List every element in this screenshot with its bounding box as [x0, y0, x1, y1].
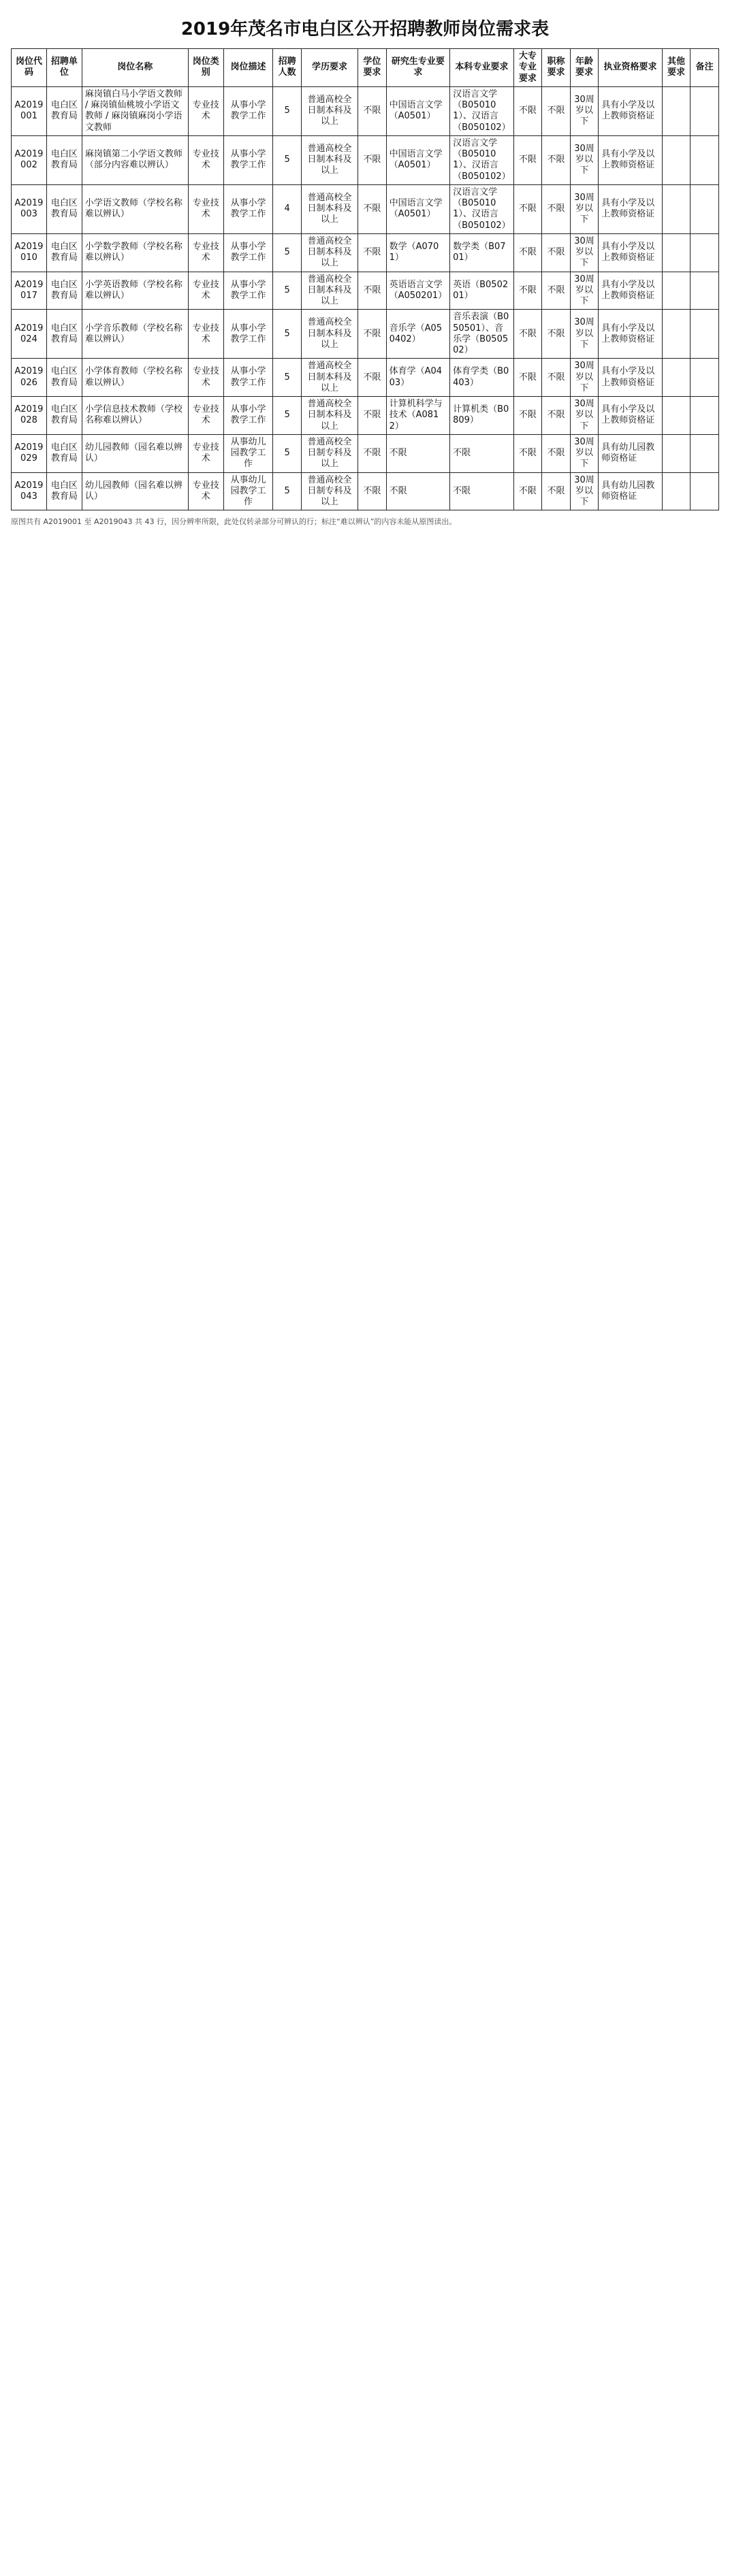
cell-col: 不限 — [513, 359, 542, 397]
document-page — [0, 0, 730, 538]
cell-desc: 从事小学教学工作 — [223, 397, 273, 435]
cell-remark — [691, 233, 719, 272]
table-row — [12, 359, 719, 397]
cell-title: 不限 — [542, 135, 571, 184]
cell-desc: 从事小学教学工作 — [223, 359, 273, 397]
cell-col: 不限 — [513, 434, 542, 472]
cell-bach: 英语（B050201） — [450, 272, 514, 310]
header-cell: 学位要求 — [358, 49, 387, 87]
cell-other — [662, 434, 691, 472]
cell-cat: 专业技术 — [188, 434, 223, 472]
cell-cat: 专业技术 — [188, 184, 223, 233]
cell-bach: 计算机类（B0809） — [450, 397, 514, 435]
table-header — [12, 49, 719, 87]
cell-degree: 不限 — [358, 135, 387, 184]
cell-remark — [691, 135, 719, 184]
cell-age: 30周岁以下 — [570, 233, 599, 272]
cell-unit: 电白区教育局 — [46, 434, 82, 472]
header-cell: 其他要求 — [662, 49, 691, 87]
table-body — [12, 86, 719, 510]
cell-code: A2019026 — [12, 359, 47, 397]
cell-bach: 汉语言文学（B050101）、汉语言（B050102） — [450, 135, 514, 184]
cell-code: A2019003 — [12, 184, 47, 233]
header-cell: 本科专业要求 — [450, 49, 514, 87]
header-cell: 备注 — [691, 49, 719, 87]
cell-other — [662, 359, 691, 397]
cell-title: 不限 — [542, 86, 571, 135]
cell-count: 5 — [273, 472, 302, 510]
cell-count: 5 — [273, 359, 302, 397]
cell-grad: 数学（A0701） — [386, 233, 450, 272]
cell-age: 30周岁以下 — [570, 310, 599, 359]
cell-position: 小学英语教师（学校名称难以辨认） — [82, 272, 188, 310]
cell-age: 30周岁以下 — [570, 184, 599, 233]
cell-edu: 普通高校全日制本科及以上 — [301, 233, 358, 272]
cell-unit: 电白区教育局 — [46, 359, 82, 397]
cell-bach: 汉语言文学（B050101）、汉语言（B050102） — [450, 86, 514, 135]
cell-cat: 专业技术 — [188, 397, 223, 435]
cell-position: 幼儿园教师（园名难以辨认） — [82, 434, 188, 472]
header-cell: 大专专业要求 — [513, 49, 542, 87]
cell-qual: 具有幼儿园教师资格证 — [599, 434, 663, 472]
cell-cat: 专业技术 — [188, 472, 223, 510]
cell-qual: 具有小学及以上教师资格证 — [599, 272, 663, 310]
cell-age: 30周岁以下 — [570, 359, 599, 397]
cell-other — [662, 310, 691, 359]
cell-qual: 具有幼儿园教师资格证 — [599, 472, 663, 510]
cell-desc: 从事小学教学工作 — [223, 310, 273, 359]
cell-desc: 从事小学教学工作 — [223, 135, 273, 184]
cell-other — [662, 86, 691, 135]
document-title: 2019年茂名市电白区公开招聘教师岗位需求表 — [180, 19, 550, 39]
cell-other — [662, 472, 691, 510]
cell-remark — [691, 472, 719, 510]
cell-desc: 从事幼儿园教学工作 — [223, 434, 273, 472]
header-cell: 执业资格要求 — [599, 49, 663, 87]
table-row — [12, 472, 719, 510]
cell-grad: 中国语言文学（A0501） — [386, 135, 450, 184]
header-cell: 岗位描述 — [223, 49, 273, 87]
cell-title: 不限 — [542, 434, 571, 472]
cell-count: 5 — [273, 86, 302, 135]
cell-degree: 不限 — [358, 233, 387, 272]
cell-edu: 普通高校全日制本科及以上 — [301, 184, 358, 233]
table-row — [12, 434, 719, 472]
cell-grad: 英语语言文学（A050201） — [386, 272, 450, 310]
cell-count: 5 — [273, 135, 302, 184]
cell-unit: 电白区教育局 — [46, 135, 82, 184]
cell-code: A2019024 — [12, 310, 47, 359]
cell-position: 麻岗镇第二小学语文教师（部分内容难以辨认） — [82, 135, 188, 184]
cell-age: 30周岁以下 — [570, 434, 599, 472]
cell-edu: 普通高校全日制本科及以上 — [301, 86, 358, 135]
cell-age: 30周岁以下 — [570, 397, 599, 435]
cell-other — [662, 233, 691, 272]
cell-cat: 专业技术 — [188, 359, 223, 397]
cell-bach: 数学类（B0701） — [450, 233, 514, 272]
cell-grad: 中国语言文学（A0501） — [386, 184, 450, 233]
cell-col: 不限 — [513, 397, 542, 435]
cell-code: A2019002 — [12, 135, 47, 184]
cell-age: 30周岁以下 — [570, 272, 599, 310]
cell-qual: 具有小学及以上教师资格证 — [599, 359, 663, 397]
cell-unit: 电白区教育局 — [46, 310, 82, 359]
table-row — [12, 233, 719, 272]
table-row — [12, 184, 719, 233]
header-cell: 研究生专业要求 — [386, 49, 450, 87]
header-row — [12, 49, 719, 87]
header-cell: 岗位代码 — [12, 49, 47, 87]
cell-grad: 中国语言文学（A0501） — [386, 86, 450, 135]
cell-qual: 具有小学及以上教师资格证 — [599, 310, 663, 359]
cell-position: 小学数学教师（学校名称难以辨认） — [82, 233, 188, 272]
cell-position: 麻岗镇白马小学语文教师 / 麻岗镇仙桃坡小学语文教师 / 麻岗镇麻岗小学语文教师 — [82, 86, 188, 135]
cell-unit: 电白区教育局 — [46, 184, 82, 233]
cell-edu: 普通高校全日制本科及以上 — [301, 135, 358, 184]
cell-col: 不限 — [513, 472, 542, 510]
cell-code: A2019010 — [12, 233, 47, 272]
cell-desc: 从事小学教学工作 — [223, 233, 273, 272]
cell-desc: 从事小学教学工作 — [223, 272, 273, 310]
cell-col: 不限 — [513, 310, 542, 359]
cell-qual: 具有小学及以上教师资格证 — [599, 86, 663, 135]
cell-title: 不限 — [542, 397, 571, 435]
cell-bach: 不限 — [450, 434, 514, 472]
cell-title: 不限 — [542, 272, 571, 310]
cell-title: 不限 — [542, 472, 571, 510]
cell-degree: 不限 — [358, 359, 387, 397]
cell-count: 5 — [273, 233, 302, 272]
cell-desc: 从事小学教学工作 — [223, 184, 273, 233]
cell-remark — [691, 310, 719, 359]
cell-grad: 音乐学（A050402） — [386, 310, 450, 359]
cell-age: 30周岁以下 — [570, 86, 599, 135]
cell-degree: 不限 — [358, 272, 387, 310]
cell-other — [662, 135, 691, 184]
cell-degree: 不限 — [358, 86, 387, 135]
cell-unit: 电白区教育局 — [46, 272, 82, 310]
transcription-note: 原图共有 A2019001 至 A2019043 共 43 行，因分辨率所限，此处仅转录部分可辨认的行；标注“难以辨认”的内容未能从原图读出。 — [11, 517, 457, 527]
cell-degree: 不限 — [358, 184, 387, 233]
cell-other — [662, 272, 691, 310]
cell-bach: 汉语言文学（B050101）、汉语言（B050102） — [450, 184, 514, 233]
cell-title: 不限 — [542, 233, 571, 272]
cell-unit: 电白区教育局 — [46, 472, 82, 510]
cell-code: A2019043 — [12, 472, 47, 510]
table-row — [12, 135, 719, 184]
cell-edu: 普通高校全日制本科及以上 — [301, 310, 358, 359]
table-row — [12, 86, 719, 135]
cell-title: 不限 — [542, 310, 571, 359]
cell-qual: 具有小学及以上教师资格证 — [599, 233, 663, 272]
cell-position: 小学音乐教师（学校名称难以辨认） — [82, 310, 188, 359]
cell-bach: 体育学类（B0403） — [450, 359, 514, 397]
table-row — [12, 397, 719, 435]
cell-position: 小学信息技术教师（学校名称难以辨认） — [82, 397, 188, 435]
cell-bach: 不限 — [450, 472, 514, 510]
cell-count: 5 — [273, 310, 302, 359]
cell-edu: 普通高校全日制专科及以上 — [301, 434, 358, 472]
header-cell: 职称要求 — [542, 49, 571, 87]
cell-other — [662, 397, 691, 435]
cell-cat: 专业技术 — [188, 233, 223, 272]
job-table — [11, 48, 719, 510]
header-cell: 招聘人数 — [273, 49, 302, 87]
cell-count: 5 — [273, 272, 302, 310]
cell-position: 小学语文教师（学校名称难以辨认） — [82, 184, 188, 233]
cell-remark — [691, 86, 719, 135]
cell-grad: 不限 — [386, 434, 450, 472]
cell-age: 30周岁以下 — [570, 472, 599, 510]
cell-count: 4 — [273, 184, 302, 233]
cell-code: A2019001 — [12, 86, 47, 135]
cell-unit: 电白区教育局 — [46, 233, 82, 272]
table-row — [12, 310, 719, 359]
table-row — [12, 272, 719, 310]
cell-qual: 具有小学及以上教师资格证 — [599, 397, 663, 435]
cell-remark — [691, 272, 719, 310]
cell-col: 不限 — [513, 184, 542, 233]
cell-qual: 具有小学及以上教师资格证 — [599, 135, 663, 184]
cell-remark — [691, 434, 719, 472]
cell-degree: 不限 — [358, 397, 387, 435]
cell-degree: 不限 — [358, 434, 387, 472]
cell-edu: 普通高校全日制本科及以上 — [301, 359, 358, 397]
cell-qual: 具有小学及以上教师资格证 — [599, 184, 663, 233]
header-cell: 岗位类别 — [188, 49, 223, 87]
cell-cat: 专业技术 — [188, 135, 223, 184]
cell-grad: 计算机科学与技术（A0812） — [386, 397, 450, 435]
cell-bach: 音乐表演（B050501）、音乐学（B050502） — [450, 310, 514, 359]
header-cell: 招聘单位 — [46, 49, 82, 87]
cell-degree: 不限 — [358, 472, 387, 510]
cell-desc: 从事小学教学工作 — [223, 86, 273, 135]
cell-code: A2019028 — [12, 397, 47, 435]
header-cell: 岗位名称 — [82, 49, 188, 87]
cell-unit: 电白区教育局 — [46, 397, 82, 435]
cell-title: 不限 — [542, 359, 571, 397]
cell-unit: 电白区教育局 — [46, 86, 82, 135]
cell-col: 不限 — [513, 272, 542, 310]
cell-cat: 专业技术 — [188, 86, 223, 135]
cell-desc: 从事幼儿园教学工作 — [223, 472, 273, 510]
cell-title: 不限 — [542, 184, 571, 233]
cell-grad: 体育学（A0403） — [386, 359, 450, 397]
cell-position: 小学体育教师（学校名称难以辨认） — [82, 359, 188, 397]
cell-remark — [691, 359, 719, 397]
cell-edu: 普通高校全日制专科及以上 — [301, 472, 358, 510]
cell-edu: 普通高校全日制本科及以上 — [301, 397, 358, 435]
cell-degree: 不限 — [358, 310, 387, 359]
cell-remark — [691, 184, 719, 233]
cell-edu: 普通高校全日制本科及以上 — [301, 272, 358, 310]
header-cell: 学历要求 — [301, 49, 358, 87]
cell-code: A2019029 — [12, 434, 47, 472]
cell-other — [662, 184, 691, 233]
header-cell: 年龄要求 — [570, 49, 599, 87]
cell-remark — [691, 397, 719, 435]
cell-cat: 专业技术 — [188, 310, 223, 359]
cell-cat: 专业技术 — [188, 272, 223, 310]
cell-age: 30周岁以下 — [570, 135, 599, 184]
cell-code: A2019017 — [12, 272, 47, 310]
cell-count: 5 — [273, 434, 302, 472]
cell-col: 不限 — [513, 233, 542, 272]
cell-col: 不限 — [513, 86, 542, 135]
cell-position: 幼儿园教师（园名难以辨认） — [82, 472, 188, 510]
cell-grad: 不限 — [386, 472, 450, 510]
cell-col: 不限 — [513, 135, 542, 184]
cell-count: 5 — [273, 397, 302, 435]
